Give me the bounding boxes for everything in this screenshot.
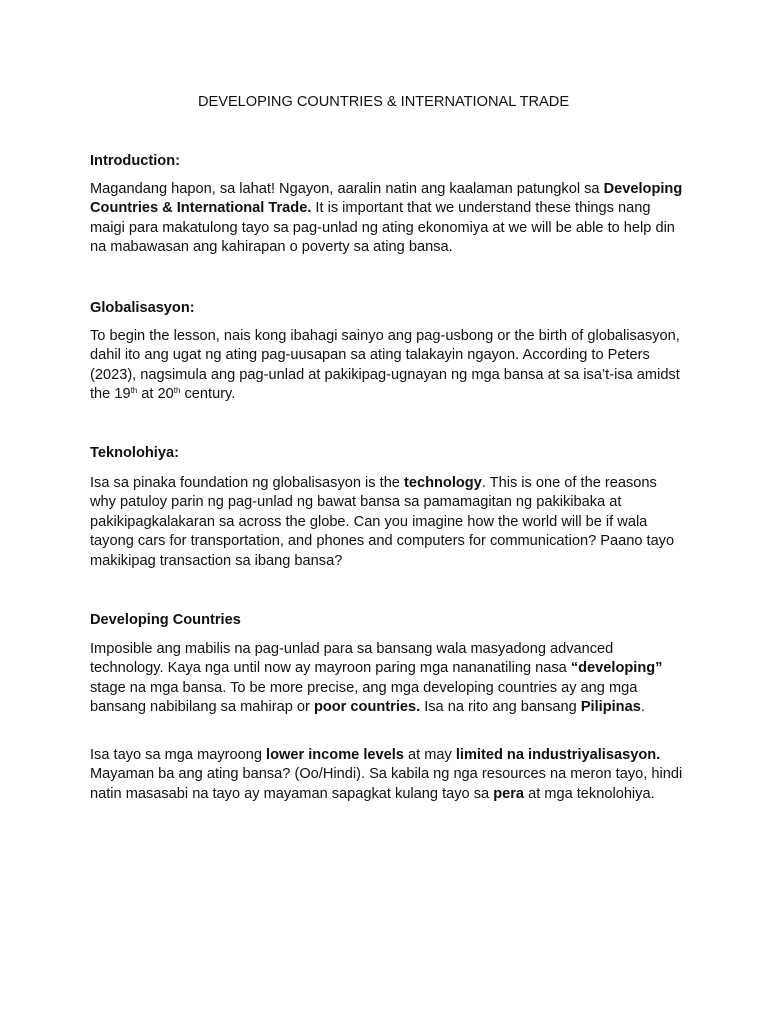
teknolohiya-heading: Teknolohiya: [90,445,179,461]
globalisasyon-heading: Globalisasyon: [90,300,195,316]
bold-text-run: technology [403,475,482,491]
text-run: at may [403,747,456,763]
text-run: Magandang hapon, sa lahat! Ngayon, aaralin natin ang kaalaman patungkol sa [90,181,604,197]
bold-text-run: “developing” [570,660,663,677]
text-run: Isa tayo sa mga mayroong [90,747,267,763]
text-run: . This is one of the reasons why patuloy parin ng pag-unlad ng bawat bansa sa pamamagitan ng pakikibaka at pakikipagkalakaran sa across the globe. Can you imagine how the world will be if wala tayong cars for transportation, and phones and computers for communication? Paano tayo makikipag transaction sa ibang bansa? [90,475,675,569]
developing-countries-heading: Developing Countries [90,612,241,628]
text-run: at mga teknolohiya. [524,785,655,802]
document-title: DEVELOPING COUNTRIES & INTERNATIONAL TRADE [197,94,570,110]
developing-countries-paragraph-2 [90,746,686,804]
superscript: th [173,386,181,396]
introduction-paragraph [90,180,686,258]
teknolohiya-paragraph [90,474,686,571]
text-run: Isa sa pinaka foundation ng globalisasyon is the [90,475,404,491]
text-run: Isa na rito ang bansang [420,699,581,716]
developing-countries-paragraph-1 [90,640,686,718]
introduction-heading: Introduction: [90,153,180,169]
text-run: It is important that we understand these things nang maigi para makatulong tayo sa pag-unlad ng ating ekonomiya at we will be able to help din na mabawasan ang kahirapan o poverty sa ating bansa. [90,200,675,256]
text-run: . [640,699,645,716]
superscript: th [130,386,138,396]
bold-text-run: poor countries. [313,699,421,716]
bold-text-run: limited na industriyalisasyon. [455,747,661,763]
text-run: century. [180,386,236,403]
text-run: To begin the lesson, nais kong ibahagi sainyo ang pag-usbong or the birth of globalisasyon, dahil ito ang ugat ng ating pag-uusapan sa ating talakayin ngayon. According to Peters (2023), nagsimula ang pag-unlad at pakikipag-ugnayan ng mga bansa at sa isa’t-isa amidst the 19 [90,328,680,403]
bold-text-run: Pilipinas [580,699,641,716]
text-run: Imposible ang mabilis na pag-unlad para sa bansang wala masyadong advanced technology. Kaya nga until now ay mayroon paring mga nananatiling nasa [90,641,614,677]
globalisasyon-paragraph [90,327,686,405]
bold-text-run: lower income levels [266,747,404,763]
bold-text-run: Developing Countries & International Trade. [90,181,683,217]
bold-text-run: pera [493,785,525,802]
text-run: Mayaman ba ang ating bansa? (Oo/Hindi). Sa kabila ng nga resources na meron tayo, hindi natin masasabi na tayo ay mayaman sapagkat kulang tayo sa [90,766,683,802]
text-run: at 20 [137,386,174,403]
text-run: stage na mga bansa. To be more precise, ang mga developing countries ay ang mga bansang nabibilang sa mahirap or [90,679,638,716]
